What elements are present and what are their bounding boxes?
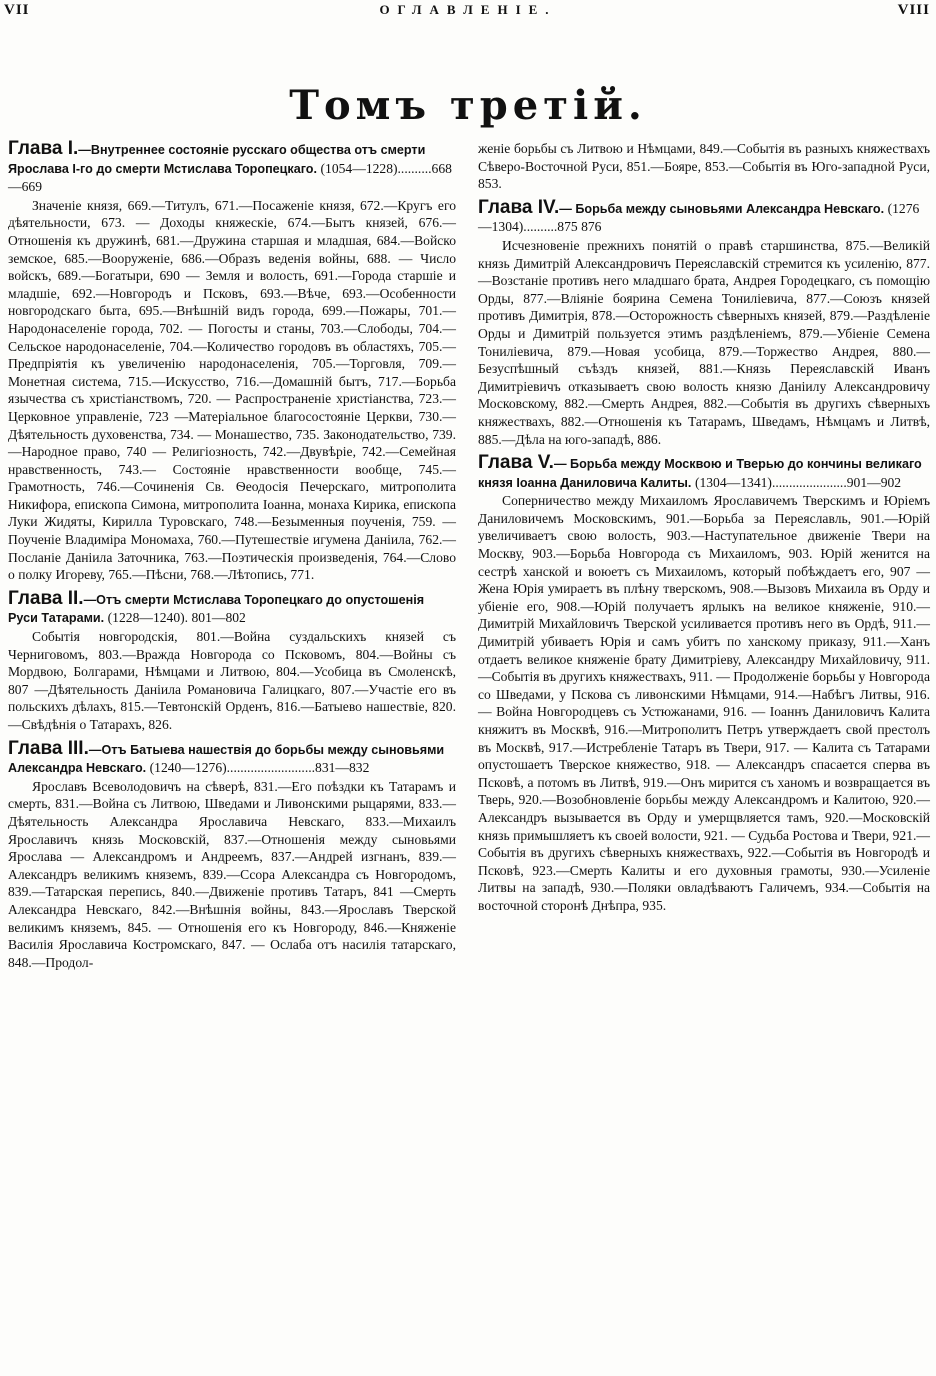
chapter-4-title: — Борьба между сыновьями Александра Невскаго.: [559, 201, 885, 216]
chapter-3-entry: [8, 737, 456, 972]
chapter-4-heading: [478, 196, 930, 237]
chapter-2-title: —Отъ смерти Мстислава Торопецкаго до опустошенія Руси Татарами.: [8, 592, 425, 626]
chapter-3-contents-continued: женіе борьбы съ Литвою и Нѣмцами, 849.—Событія въ разныхъ княжествахъ Сѣверо-Восточной Руси, 851.—Бояре, 853.—Событія въ Юго-западной Руси, 853.: [478, 141, 930, 192]
page-number-right: VIII: [897, 2, 930, 18]
chapter-2-heading: [8, 587, 456, 628]
volume-title: Томъ третій.: [289, 82, 647, 129]
chapter-2-number: Глава II.: [8, 587, 84, 609]
chapter-1-heading: [8, 140, 456, 197]
chapter-5-number: Глава V.: [478, 452, 554, 474]
chapter-3-heading: [8, 737, 456, 778]
chapter-5-entry: [478, 454, 930, 914]
chapter-3-contents: Ярославъ Всеволодовичъ на сѣверѣ, 831.—Его поѣздки къ Татарамъ и смерть, 831.—Война съ Литвою, Шведами и Ливонскими рыцарями, 833.—Дѣятельность Александра Ярославича Невскаго, 833.—Михаилъ Ярославичъ князь Московскій, 837.—Отношенія между сыновьями Ярослава — Александромъ и Андреемъ, 837.—Андрей изгнанъ, 839.—Александръ великимъ княземъ, 839.—Ссора Александра съ Новгородомъ, 839.—Татарская перепись, 840.—Движеніе противъ Татаръ, 841 —Смерть Александра Невскаго, 842.—Внѣшнія войны, 843.—Ярославъ Тверской великимъ княземъ, 845. — Отношенія его къ Новгороду, 846.—Княженіе Василія Ярославича Костромскаго, 847. — Ослаба отъ насилія татарскаго, 848.—Продол-: [8, 778, 456, 970]
chapter-4-entry: [478, 196, 930, 448]
chapter-2-pages: (1228—1240). 801—802: [107, 610, 246, 626]
chapter-4-contents: Исчезновеніе прежнихъ понятій о правѣ старшинства, 875.—Великій князь Димитрій Александровичъ Переяславскій стремится къ усиленію, 877.—Возстаніе противъ него младшаго брата, Андрея Городецкаго, съ помощію Орды, 877.—Вліяніе боярина Семена Тониліевича, 877.—Союзъ князей противъ Димитрія, 878.—Осторожность сѣверныхъ князей, 879.—Раздѣленіе Орды и Димитрій пользуется этимъ раздѣленіемъ, 879.—Убіеніе Семена Тониліевича, 879.—Новая усобица, 879.—Торжество Андрея, 880.—Безуспѣшный съѣздъ князей, 881.—Князь Переяславскій Иванъ Димитріевичъ отказываетъ свою волость князю Даніилу Александровичу Московскому, 882.—Смерть Андрея, 882.—Событія въ другихъ сѣверныхъ княжествахъ, 882.—Отношенія къ Татарамъ, Шведамъ, Нѣмцамъ и Литвѣ, 885.—Дѣла на юго-западѣ, 886.: [478, 237, 930, 447]
left-column: [8, 140, 456, 975]
chapter-5-heading: [478, 454, 930, 492]
page-header: [0, 0, 936, 22]
right-column: [478, 140, 930, 919]
chapter-1-contents: Значеніе князя, 669.—Титулъ, 671.—Посаженіе князя, 672.—Кругъ его дѣятельности, 673. — Доходы княжескіе, 674.—Бытъ князей, 676.—Отношенія къ дружинѣ, 681.—Дружина старшая и младшая, 684.—Войско земское, 685.—Вооруженіе, 686.—Образъ веденія войны, 688. — Число войскъ, 689.—Богатыри, 690 — Земля и волость, 691.—Города старшіе и младшіе, 692.—Новгородъ и Псковъ, 693.—Вѣче, 693.—Особенности новгородскаго быта, 695.—Внѣшній видъ города, 699.—Пожары, 701.—Народонаселеніе города, 702. — Погосты и станы, 703.—Слободы, 704.—Сельское народонаселеніе, 704.—Количество городовъ въ областяхъ, 705.—Предпріятія къ увеличенію народонаселенія, 705.—Торговля, 709.—Монетная система, 715.—Искусство, 716.—Домашній бытъ, 717.—Борьба язычества съ христіанствомъ, 720. — Распространеніе христіанства, 723.—Церковное управленіе, 723 —Матеріальное благосостояніе Церкви, 730.—Дѣятельность духовенства, 734. — Монашество, 735. Законодательство, 739.—Народное право, 740 — Религіозность, 742.—Двувѣріе, 742.—Семейная нравственность, 743.— Состояніе нравственности вообще, 745.—Грамотность, 746.—Сочиненія Св. Ѳеодосія Печерскаго, митрополита Никифора, епископа Симона, митрополита Іоанна, монаха Кирика, епископа Луки Жидяты, Кирилла Туровскаго, 748.—Безыменныя поученія, 759. — Поученіе Владиміра Мономаха, 760.—Путешествіе игумена Даніила, 762.—Посланіе Даніила Заточника, 763.—Поэтическія произведенія, 764.—Слово о полку Игореву, 765.—Пѣсни, 768.—Лѣтопись, 771.: [8, 197, 456, 583]
chapter-1-number: Глава I.: [8, 138, 79, 159]
chapter-3-title: —Отъ Батыева нашествія до борьбы между сыновьями Александра Невскаго.: [8, 742, 445, 776]
chapter-4-number: Глава IV.: [478, 196, 560, 218]
chapter-1-entry: [8, 140, 456, 584]
chapter-1-title: —Внутреннее состояніе русскаго общества отъ смерти Ярослава I-го до смерти Мстислава Торопецкаго.: [8, 143, 426, 176]
chapter-3-continuation: [478, 140, 930, 193]
chapter-4-pages: (1276—1304)..........875 876: [478, 200, 920, 235]
chapter-2-entry: [8, 587, 456, 734]
page-number-left: VII: [4, 2, 30, 18]
chapter-3-pages: (1240—1276)..........................831—832: [149, 760, 370, 776]
chapter-5-contents: Соперничество между Михаиломъ Ярославичемъ Тверскимъ и Юріемъ Даниловичемъ Московскимъ, 901.—Борьба за Переяславль, 901.—Юрій увеличиваетъ свою волость, 903.—Наступательное движеніе Твери на Москву, 903.—Борьба Новгорода съ Михаиломъ, 903. Юрій женится на сестрѣ ханской и воюетъ съ Михаиломъ, который побѣждаетъ его, 907 — Жена Юрія умираетъ въ плѣну тверскомъ, 908.—Вызовъ Михаила въ Орду и убіеніе его, 908.—Юрій получаетъ ярлыкъ на великое княженіе, 910.—Димитрій Михайловичъ Тверской усиливается противъ него въ Ордѣ, 911.—Димитрій убиваетъ Юрія и самъ убитъ по ханскому приказу, 911.—Ханъ отдаетъ великое княженіе брату Димитріеву, Александру Михайловичу, 911.—Событія въ другихъ княжествахъ, 911. — Продолженіе борьбы у Новгорода со Шведами, у Пскова съ ливонскими Нѣмцами, 914.—Набѣгъ Литвы, 916. — Война Новгородцевъ съ Устюжанами, 916. — Іоаннъ Даниловичъ Калита княжитъ въ Москвѣ, 916.—Митрополитъ Петръ утверждаетъ свой престолъ въ Москвѣ, 917.—Истребленіе Татаръ въ Твери, 917. — Калита съ Татарами опустошаетъ Тверское княжество, 918. — Александръ спасается сперва въ Псковѣ, а потомъ въ Литвѣ, 919.—Онъ мирится съ ханомъ и возвращается въ Тверь, 920.—Возобновленіе борьбы между Александромъ и Калитою, 920.—Александръ вызывается въ Орду и умерщвляется тамъ, 920.—Московскій князь примышляетъ къ своей волости, 921. — Судьба Ростова и Твери, 921.—Событія въ другихъ сѣверныхъ княжествахъ, 922.—Событія въ Новгородѣ и Псковѣ, 923.—Смерть Калиты и его духовныя грамоты, 930.—Усиленіе Литвы на западѣ, 930.—Поляки овладѣваютъ Галичемъ, 934.—Событія на восточной сторонѣ Днѣпра, 935.: [478, 493, 930, 913]
chapter-2-contents: Событія новгородскія, 801.—Война суздальскихъ князей съ Черниговомъ, 803.—Вражда Новгорода со Псковомъ, 804.—Войны съ Мордвою, Болгарами, Нѣмцами и Литвою, 804.—Усобица въ Смоленскѣ, 807 —Дѣятельность Даніила Романовича Галицкаго, 807.—Участіе его въ польскихъ дѣлахъ, 815.—Тевтонскій Орденъ, 816.—Батыево нашествіе, 820.—Свѣдѣнія о Татарахъ, 826.: [8, 629, 456, 732]
chapter-1-pages: (1054—1228)..........668—669: [8, 160, 452, 195]
chapter-5-pages: (1304—1341)......................901—902: [694, 474, 902, 490]
chapter-3-number: Глава III.: [8, 737, 89, 759]
chapter-5-title: — Борьба между Москвою и Тверью до кончины великаго князя Іоанна Даниловича Калиты.: [478, 457, 922, 490]
running-title: ОГЛАВЛЕНІЕ.: [379, 2, 557, 17]
